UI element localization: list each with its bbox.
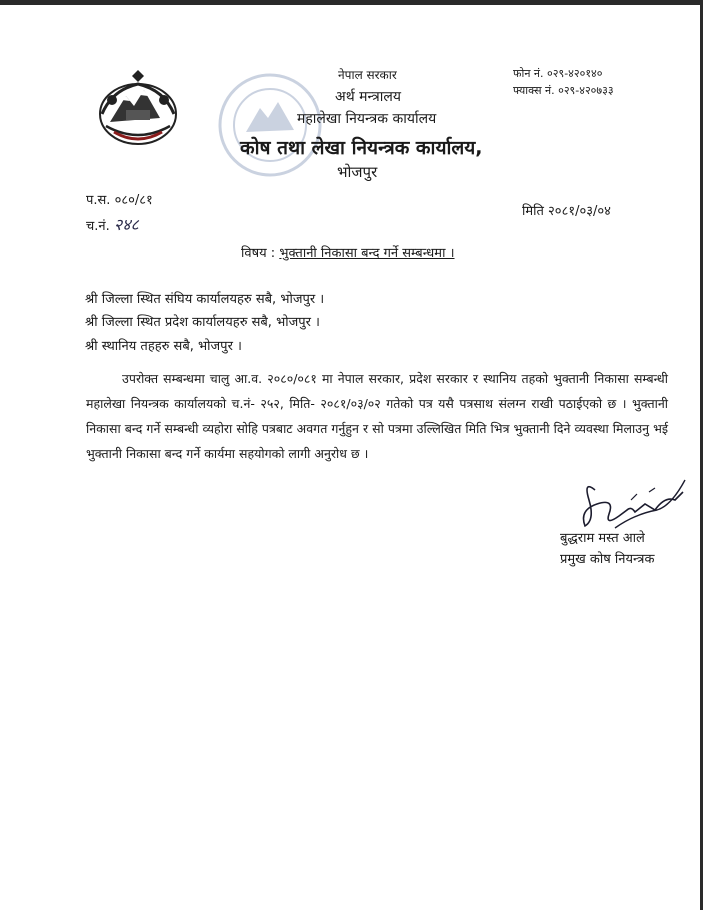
header-fcgo: महालेखा नियन्त्रक कार्यालय (297, 111, 437, 127)
reference-cn (86, 213, 139, 235)
addressee-1: श्री जिल्ला स्थित संघिय कार्यालयहरु सबै, भोजपुर । (85, 292, 325, 307)
letter-date: मिति २०८१/०३/०४ (522, 204, 611, 219)
phone-number: फोन नं. ०२९-४२०१४० (513, 67, 603, 80)
subject-label: विषय : (241, 246, 276, 261)
nepal-emblem-icon (92, 70, 184, 150)
reference-cn-label: च.नं. (86, 219, 110, 234)
subject-line (241, 243, 455, 261)
subject-text: भुक्तानी निकासा बन्द गर्ने सम्बन्धमा । (279, 246, 455, 261)
reference-cn-value: २४८ (113, 215, 139, 234)
header-district: भोजपुर (337, 163, 378, 181)
header-ministry: अर्थ मन्त्रालय (335, 89, 401, 105)
signatory-name: बुद्धराम मस्त आले (560, 531, 645, 546)
addressee-2: श्री जिल्ला स्थित प्रदेश कार्यालयहरु सबै, भोजपुर । (85, 315, 320, 330)
fax-number: फ्याक्स नं. ०२९-४२०७३३ (513, 84, 614, 97)
letter-body: उपरोक्त सम्बन्धमा चालु आ.व. २०८०/०८१ मा नेपाल सरकार, प्रदेश सरकार र स्थानिय तहको भुक्तानी निकासा सम्बन्धी महालेखा नियन्त्रक कार्यालयको च.नं- २५२, मिति- २०८१/०३/०२ गतेको पत्र यसै पत्रसाथ संलग्न राखी पठाईएको छ । भुक्तानी निकासा बन्द गर्ने सम्बन्धी व्यहोरा सोहि पत्रबाट अवगत गर्नुहुन र सो पत्रमा उल्लिखित मिति भित्र भुक्तानी दिने व्यवस्था मिलाउनु भई भुक्तानी निकासा बन्द गर्ने कार्यमा सहयोगको लागी अनुरोध छ । (86, 371, 668, 461)
addressee-3: श्री स्थानिय तहहरु सबै, भोजपुर । (85, 339, 242, 354)
scan-edge-top (0, 0, 703, 5)
signatory-title: प्रमुख कोष नियन्त्रक (560, 552, 655, 567)
header-office-name: कोष तथा लेखा नियन्त्रक कार्यालय, (240, 137, 483, 159)
reference-ps: प.स. ०८०/८१ (86, 193, 153, 208)
header-government: नेपाल सरकार (338, 68, 397, 82)
